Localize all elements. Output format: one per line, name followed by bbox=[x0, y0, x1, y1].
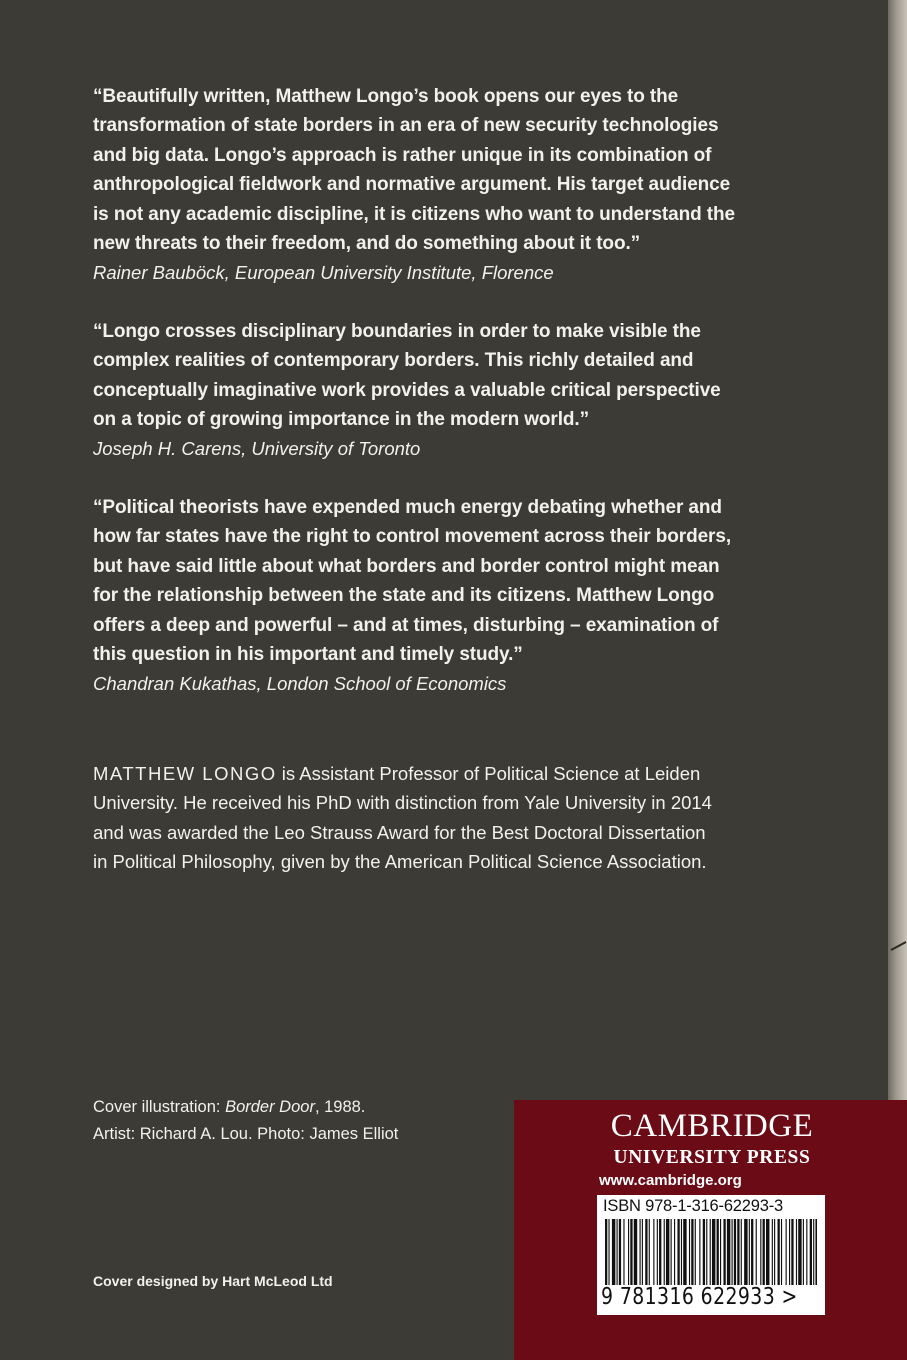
barcode-bar bbox=[671, 1219, 672, 1285]
barcode-bar bbox=[695, 1219, 696, 1285]
barcode-bar bbox=[659, 1219, 661, 1285]
barcode-bar bbox=[710, 1219, 711, 1285]
credit-line: Artist: Richard A. Lou. Photo: James Elliot bbox=[93, 1125, 399, 1143]
quote-line: “Political theorists have expended much energy debating whether and bbox=[93, 496, 722, 518]
barcode-bar bbox=[630, 1219, 632, 1285]
cover-credits bbox=[93, 1094, 398, 1148]
barcode-bar bbox=[657, 1219, 658, 1285]
barcode-bar bbox=[786, 1219, 787, 1285]
barcode-bar bbox=[642, 1219, 643, 1285]
bio-line: and was awarded the Leo Strauss Award for the Best Doctoral Dissertation bbox=[93, 821, 706, 843]
quote-line: and big data. Longo’s approach is rather unique in its combination of bbox=[93, 144, 712, 166]
quote-line: “Beautifully written, Matthew Longo’s book opens our eyes to the bbox=[93, 86, 679, 107]
barcode-bar bbox=[796, 1219, 797, 1285]
barcode-bar bbox=[813, 1219, 814, 1285]
quote-line: anthropological fieldwork and normative argument. His target audience bbox=[93, 174, 731, 196]
quote-line: transformation of state borders in an era of new security technologies bbox=[93, 115, 719, 137]
publisher-panel bbox=[514, 1100, 907, 1360]
barcode-bar bbox=[605, 1219, 607, 1285]
barcode-bar bbox=[703, 1219, 705, 1285]
barcode-bar bbox=[766, 1219, 769, 1285]
barcode-label bbox=[597, 1195, 825, 1315]
barcode-bar bbox=[664, 1219, 665, 1285]
quote-line: this question in his important and timely study.” bbox=[93, 643, 523, 665]
barcode-bar bbox=[727, 1219, 730, 1285]
author-name: MATTHEW LONGO bbox=[93, 763, 277, 784]
barcode-bar bbox=[619, 1219, 621, 1285]
endorsement-2 bbox=[93, 317, 773, 464]
quote-line: for the relationship between the state and its citizens. Matthew Longo bbox=[93, 585, 715, 607]
barcode-bar bbox=[634, 1219, 637, 1285]
quote-line: “Longo crosses disciplinary boundaries in order to make visible the bbox=[93, 320, 701, 342]
barcode-bar bbox=[623, 1219, 624, 1285]
quote-line: but have said little about what borders and border control might mean bbox=[93, 555, 720, 577]
barcode-bar bbox=[723, 1219, 725, 1285]
barcode-bar bbox=[789, 1219, 790, 1285]
publisher-subname: UNIVERSITY PRESS bbox=[613, 1147, 811, 1168]
quote-line: on a topic of growing importance in the modern world.” bbox=[93, 409, 589, 431]
barcode-bar bbox=[699, 1219, 700, 1285]
barcode-bar bbox=[653, 1219, 654, 1285]
endorsement-3 bbox=[93, 493, 773, 699]
barcode-bar bbox=[798, 1219, 801, 1285]
barcode-bar bbox=[720, 1219, 721, 1285]
bio-text: is Assistant Professor of Political Science at Leiden bbox=[276, 763, 701, 784]
barcode-bar bbox=[734, 1219, 736, 1285]
barcode-bar bbox=[691, 1219, 693, 1285]
quote-attribution: Rainer Bauböck, European University Institute, Florence bbox=[93, 262, 554, 284]
barcode-bar bbox=[737, 1219, 739, 1285]
quote-line: new threats to their freedom, and do something about it too.” bbox=[93, 233, 641, 255]
isbn-number: ISBN 978-1-316-62293-3 bbox=[603, 1197, 783, 1215]
cover-photo-edge bbox=[888, 0, 907, 1100]
barcode-bar bbox=[772, 1219, 773, 1285]
barcode-bar bbox=[763, 1219, 765, 1285]
barcode-bar bbox=[617, 1219, 618, 1285]
barcode-bar bbox=[674, 1219, 675, 1285]
artwork-title: Border Door bbox=[225, 1098, 315, 1116]
photo-wire-line bbox=[891, 941, 907, 951]
publisher-url[interactable]: www.cambridge.org bbox=[599, 1172, 742, 1189]
barcode-bar bbox=[778, 1219, 780, 1285]
barcode-bar bbox=[781, 1219, 782, 1285]
endorsement-1 bbox=[93, 82, 773, 288]
bio-line: University. He received his PhD with distinction from Yale University in 2014 bbox=[93, 792, 712, 814]
author-bio bbox=[93, 759, 773, 877]
barcode-bar bbox=[741, 1219, 742, 1285]
quote-line: offers a deep and powerful – and at times, disturbing – examination of bbox=[93, 614, 719, 636]
quote-line: how far states have the right to control movement across their borders, bbox=[93, 526, 731, 548]
barcode-bar bbox=[666, 1219, 669, 1285]
credit-line bbox=[93, 1094, 398, 1121]
credit-prefix: Cover illustration: bbox=[93, 1098, 226, 1116]
barcode-bar bbox=[815, 1219, 817, 1285]
quote-attribution: Chandran Kukathas, London School of Economics bbox=[93, 673, 507, 695]
barcode-icon bbox=[605, 1219, 817, 1285]
barcode-bar bbox=[732, 1219, 733, 1285]
barcode-bar bbox=[744, 1219, 747, 1285]
barcode-bar bbox=[649, 1219, 650, 1285]
quote-line: conceptually imaginative work provides a valuable critical perspective bbox=[93, 379, 721, 401]
publisher-name: CAMBRIDGE bbox=[610, 1108, 814, 1144]
barcode-bar bbox=[608, 1219, 609, 1285]
quote-line: complex realities of contemporary borders. This richly detailed and bbox=[93, 350, 694, 372]
barcode-bar bbox=[749, 1219, 750, 1285]
publisher-logo bbox=[598, 1104, 826, 1194]
barcode-bar bbox=[677, 1219, 679, 1285]
barcode-bar bbox=[803, 1219, 804, 1285]
barcode-bar bbox=[640, 1219, 641, 1285]
barcode-bar bbox=[717, 1219, 719, 1285]
barcode-bar bbox=[683, 1219, 686, 1285]
bio-line bbox=[93, 759, 773, 788]
barcode-bar bbox=[751, 1219, 753, 1285]
barcode-bar bbox=[612, 1219, 615, 1285]
barcode-bar bbox=[712, 1219, 715, 1285]
barcode-bar bbox=[774, 1219, 775, 1285]
barcode-digits: 9 781316 622933 > bbox=[601, 1284, 798, 1310]
barcode-bar bbox=[628, 1219, 629, 1285]
quote-attribution: Joseph H. Carens, University of Toronto bbox=[93, 438, 421, 460]
barcode-bar bbox=[756, 1219, 757, 1285]
barcode-bar bbox=[806, 1219, 807, 1285]
barcode-bar bbox=[645, 1219, 647, 1285]
cover-designer: Cover designed by Hart McLeod Ltd bbox=[93, 1273, 333, 1289]
barcode-bar bbox=[689, 1219, 690, 1285]
barcode-bar bbox=[681, 1219, 682, 1285]
barcode-bar bbox=[706, 1219, 707, 1285]
credit-suffix: , 1988. bbox=[314, 1098, 366, 1116]
barcode-bar bbox=[810, 1219, 812, 1285]
barcode-bar bbox=[791, 1219, 793, 1285]
quote-line: is not any academic discipline, it is citizens who want to understand the bbox=[93, 203, 735, 225]
endorsements bbox=[93, 82, 773, 728]
bio-line: in Political Philosophy, given by the American Political Science Association. bbox=[93, 851, 707, 873]
barcode-bar bbox=[760, 1219, 761, 1285]
